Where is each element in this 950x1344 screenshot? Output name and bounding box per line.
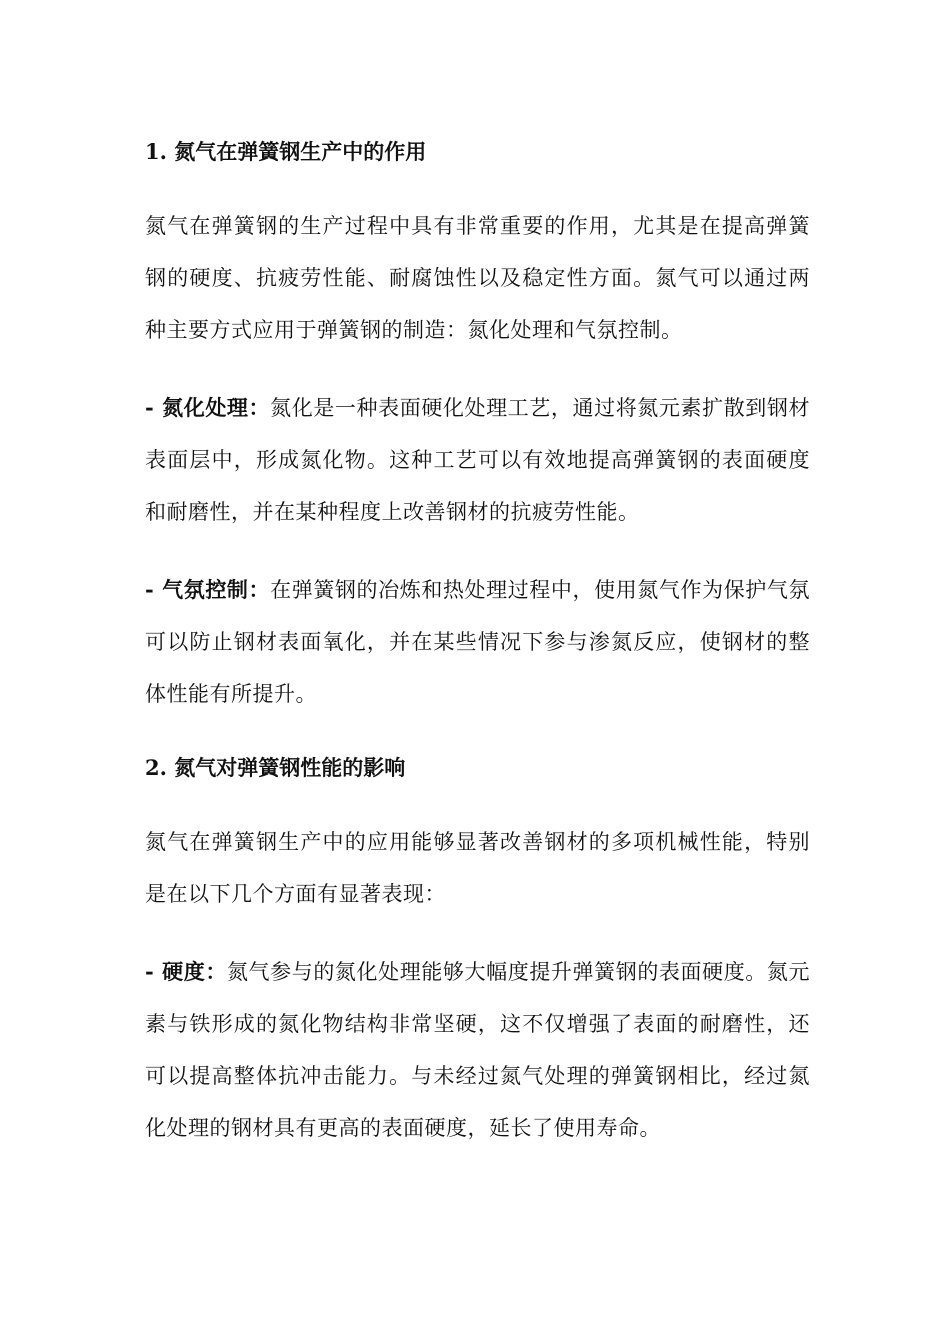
item-text: 氮气参与的氮化处理能够大幅度提升弹簧钢的表面硬度。氮元素与铁形成的氮化物结构非常坚硬，这不仅增强了表面的耐磨性，还可以提高整体抗冲击能力。与未经过氮气处理的弹簧钢相比，经过氮化处理的钢材具有更高的表面硬度，延长了使用寿命。 <box>145 960 811 1140</box>
section-1-intro: 氮气在弹簧钢的生产过程中具有非常重要的作用，尤其是在提高弹簧钢的硬度、抗疲劳性能、耐腐蚀性以及稳定性方面。氮气可以通过两种主要方式应用于弹簧钢的制造：氮化处理和气氛控制。 <box>145 214 810 342</box>
section-1-item-atmosphere <box>145 564 810 720</box>
item-term: - 气氛控制： <box>145 577 271 602</box>
item-term: - 硬度： <box>145 959 227 984</box>
section-1-item-nitriding <box>145 382 810 538</box>
item-term: - 氮化处理： <box>145 395 271 420</box>
section-2-heading: 2. 氮气对弹簧钢性能的影响 <box>145 755 406 780</box>
section-2-item-hardness <box>145 946 810 1154</box>
section-1-heading: 1. 氮气在弹簧钢生产中的作用 <box>145 139 427 164</box>
item-text: 在弹簧钢的冶炼和热处理过程中，使用氮气作为保护气氛可以防止钢材表面氧化，并在某些情况下参与渗氮反应，使钢材的整体性能有所提升。 <box>145 578 810 706</box>
section-2-intro: 氮气在弹簧钢生产中的应用能够显著改善钢材的多项机械性能，特别是在以下几个方面有显著表现： <box>145 830 810 906</box>
document-page <box>145 130 810 1154</box>
item-text: 氮化是一种表面硬化处理工艺，通过将氮元素扩散到钢材表面层中，形成氮化物。这种工艺可以有效地提高弹簧钢的表面硬度和耐磨性，并在某种程度上改善钢材的抗疲劳性能。 <box>145 396 810 524</box>
